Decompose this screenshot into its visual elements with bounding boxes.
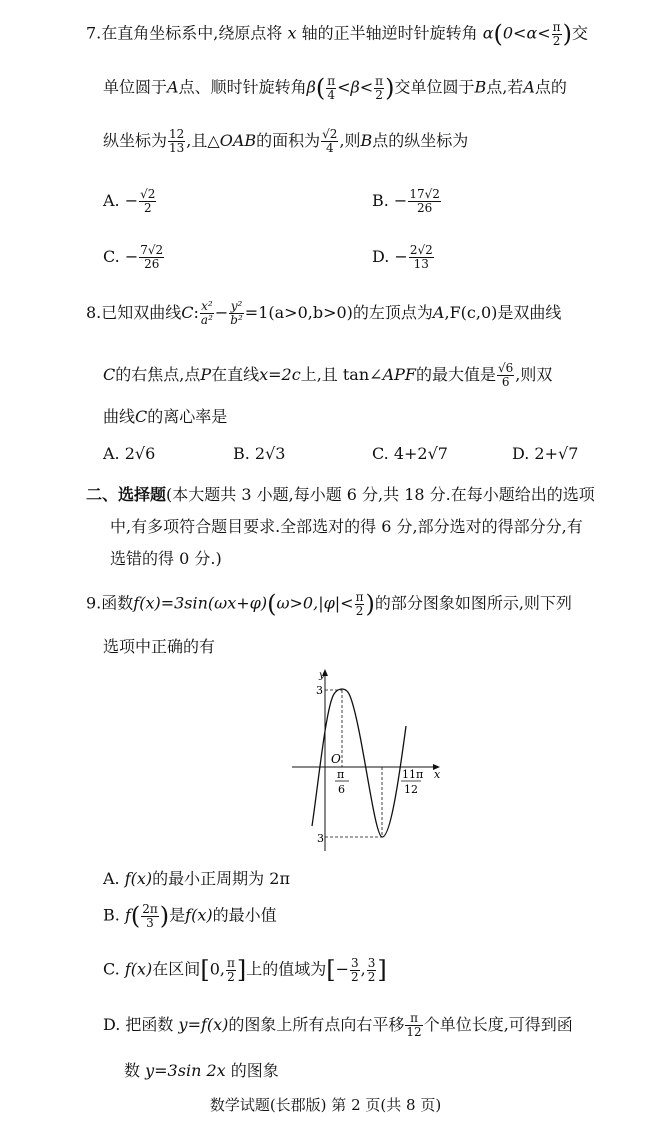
max-label: 3 bbox=[316, 684, 323, 697]
q7-frac-pi-2: $\frac{\pi}{2}$ bbox=[552, 19, 561, 48]
q7-line3: 纵坐标为 $\frac{12}{13}$ ,且△OAB的面积为 $\frac{√2}{4}$ ,则B点的纵坐标为 bbox=[103, 127, 469, 155]
q7-frac-12-13: $\frac{12}{13}$ bbox=[169, 127, 185, 155]
q7-option-d[interactable]: D. − $\frac{2√2}{13}$ bbox=[372, 243, 433, 271]
q9-option-d[interactable]: D. 把函数 y=f(x)的图象上所有点向右平移 $\frac{\pi}{12}$ 个单位长度,可得到函 bbox=[103, 1011, 573, 1039]
q8-option-a[interactable]: A. 2√6 bbox=[103, 444, 156, 463]
q7-option-a[interactable]: A. − $\frac{√2}{2}$ bbox=[103, 187, 156, 215]
section2-heading: 二、选择题 bbox=[86, 485, 167, 504]
q8-option-d[interactable]: D. 2+√7 bbox=[512, 444, 579, 463]
q8-frac-y2-b2: $\frac{\text{y²}}{\text{b²}}$ bbox=[230, 299, 243, 327]
q8-frac-sqrt6-6: $\frac{√6}{6}$ bbox=[498, 361, 514, 389]
q9-frac-pi-2: $\frac{\pi}{2}$ bbox=[355, 589, 364, 618]
q9-option-d-line2: 数 y=3sin 2x 的图象 bbox=[124, 1061, 279, 1080]
q7-line2: 单位圆于A点、顺时针旋转角β( $\frac{\pi}{4}$ <β< $\frac{\pi}{2}$ )交单位圆于B点,若A点的 bbox=[103, 73, 567, 102]
q7-frac-sqrt2-4: $\frac{√2}{4}$ bbox=[322, 127, 338, 155]
q7-option-c[interactable]: C. − $\frac{7√2}{26}$ bbox=[103, 243, 164, 271]
q9-option-b[interactable]: B. f( $\frac{2\pi}{3}$ )是f(x)的最小值 bbox=[103, 901, 277, 930]
q7-option-b[interactable]: B. − $\frac{17√2}{26}$ bbox=[372, 187, 440, 215]
q8-line2: C的右焦点,点P在直线x=2c上,且 tan∠APF的最大值是 $\frac{√6}{6}$ ,则双 bbox=[103, 361, 553, 389]
sine-curve bbox=[312, 689, 406, 837]
section2-line2: 中,有多项符合题目要求.全部选对的得 6 分,部分选对的得部分分,有 bbox=[110, 517, 583, 536]
q9-function-graph bbox=[290, 666, 460, 856]
q9-option-a[interactable]: A. f(x)的最小正周期为 2π bbox=[103, 869, 290, 888]
origin-label: O bbox=[331, 752, 341, 766]
q7-line1: 7.在直角坐标系中,绕原点将 x 轴的正半轴逆时针旋转角 α(0<α< $\frac{\pi}{2}$ )交 bbox=[86, 19, 588, 48]
tick-pi-6-den: 6 bbox=[338, 783, 345, 796]
q7-frac-pi-4: $\frac{\pi}{4}$ bbox=[327, 73, 336, 102]
q9-line1: 9.函数f(x)=3sin(ωx+φ)(ω>0,|φ|< $\frac{\pi}{2}$ )的部分图象如图所示,则下列 bbox=[86, 589, 572, 618]
page-footer: 数学试题(长郡版) 第 2 页(共 8 页) bbox=[209, 1096, 442, 1114]
q8-option-b[interactable]: B. 2√3 bbox=[233, 444, 286, 463]
q8-line1: 8.已知双曲线C: $\frac{\text{x²}}{\text{a²}}$ − $\frac{\text{y²}}{\text{b²}}$ =1(a>0,b>0)的左顶点为A,F(c,0)是双曲线 bbox=[86, 299, 562, 327]
section2-line3: 选错的得 0 分.) bbox=[110, 549, 222, 568]
q9-line2: 选项中正确的有 bbox=[103, 637, 216, 656]
q8-line3: 曲线C的离心率是 bbox=[103, 407, 228, 426]
q7-frac-pi-2b: $\frac{\pi}{2}$ bbox=[375, 73, 384, 102]
x-axis-label: x bbox=[434, 768, 441, 781]
tick-pi-6-num: π bbox=[337, 768, 345, 781]
q8-option-c[interactable]: C. 4+2√7 bbox=[372, 444, 448, 463]
q8-frac-x2-a2: $\frac{\text{x²}}{\text{a²}}$ bbox=[200, 299, 213, 327]
y-axis-label: y bbox=[319, 670, 325, 681]
tick-11pi-12-den: 12 bbox=[404, 783, 418, 796]
section2-line1: 二、选择题(本大题共 3 小题,每小题 6 分,共 18 分.在每小题给出的选项 bbox=[86, 485, 595, 504]
q9-option-c[interactable]: C. f(x)在区间[0, $\frac{\pi}{2}$ ]上的值域为[− $\frac{3}{2}$ , $\frac{3}{2}$ ] bbox=[103, 955, 387, 984]
tick-11pi-12-num: 11π bbox=[402, 768, 424, 781]
min-label: 3 bbox=[317, 832, 324, 845]
